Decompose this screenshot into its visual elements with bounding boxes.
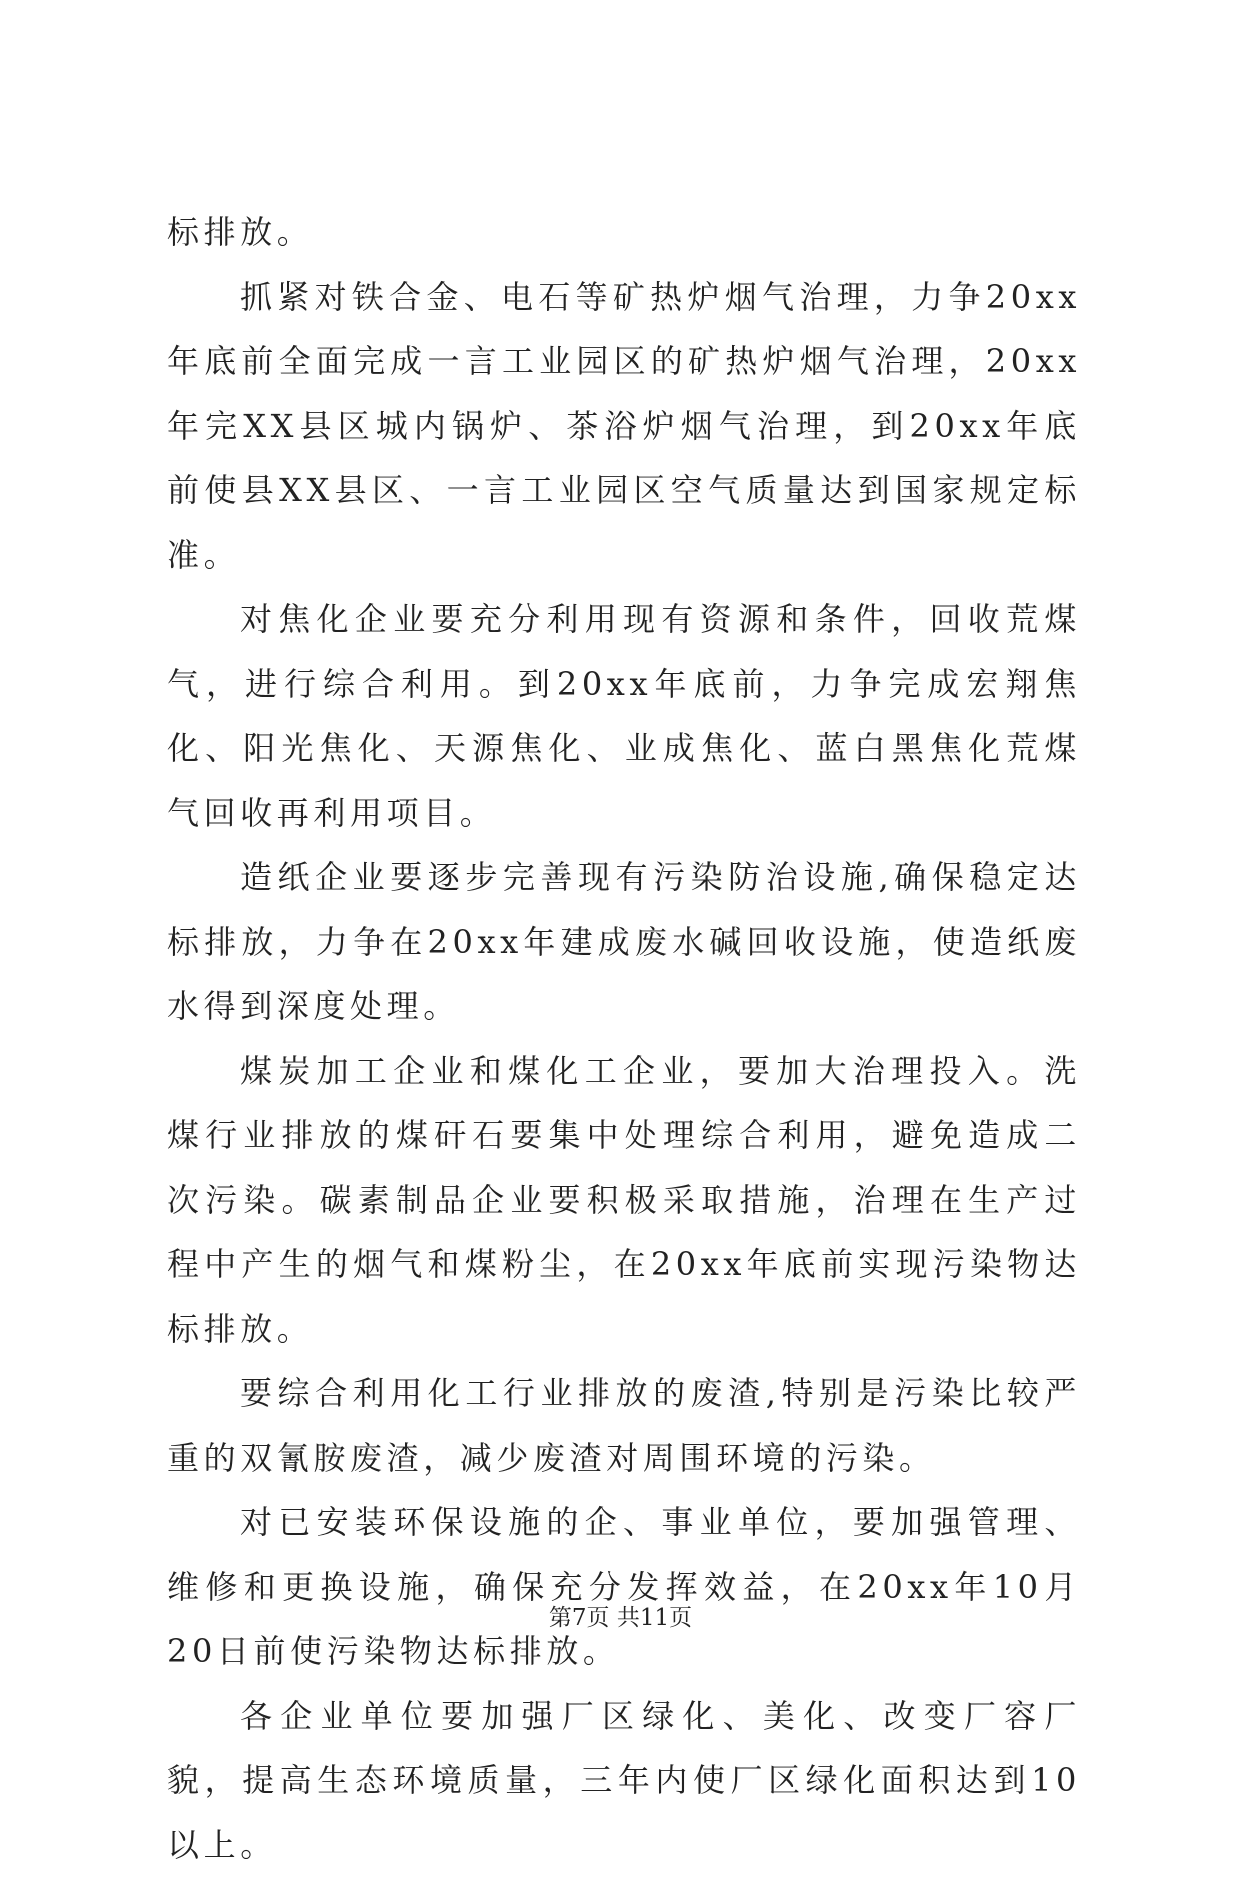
paragraph-3: 对焦化企业要充分利用现有资源和条件，回收荒煤气，进行综合利用。到20xx年底前，力争完成宏翔焦化、阳光焦化、天源焦化、业成焦化、蓝白黑焦化荒煤气回收再利用项目。 [167, 587, 1081, 845]
page-number-footer: 第7页 共11页 [0, 1603, 1241, 1633]
paragraph-2: 抓紧对铁合金、电石等矿热炉烟气治理，力争20xx年底前全面完成一言工业园区的矿热炉烟气治理，20xx年完XX县区城内锅炉、茶浴炉烟气治理，到20xx年底前使县XX县区、一言工业园区空气质量达到国家规定标准。 [167, 265, 1081, 588]
paragraph-7: 对已安装环保设施的企、事业单位，要加强管理、维修和更换设施，确保充分发挥效益，在20xx年10月20日前使污染物达标排放。 [167, 1490, 1081, 1684]
paragraph-8: 各企业单位要加强厂区绿化、美化、改变厂容厂貌，提高生态环境质量，三年内使厂区绿化面积达到10以上。 [167, 1684, 1081, 1877]
paragraph-1: 标排放。 [167, 200, 1081, 265]
paragraph-4: 造纸企业要逐步完善现有污染防治设施,确保稳定达标排放，力争在20xx年建成废水碱回收设施，使造纸废水得到深度处理。 [167, 845, 1081, 1039]
paragraph-5: 煤炭加工企业和煤化工企业，要加大治理投入。洗煤行业排放的煤矸石要集中处理综合利用，避免造成二次污染。碳素制品企业要积极采取措施，治理在生产过程中产生的烟气和煤粉尘，在20xx年底前实现污染物达标排放。 [167, 1039, 1081, 1362]
paragraph-6: 要综合利用化工行业排放的废渣,特别是污染比较严重的双氰胺废渣，减少废渣对周围环境的污染。 [167, 1361, 1081, 1490]
